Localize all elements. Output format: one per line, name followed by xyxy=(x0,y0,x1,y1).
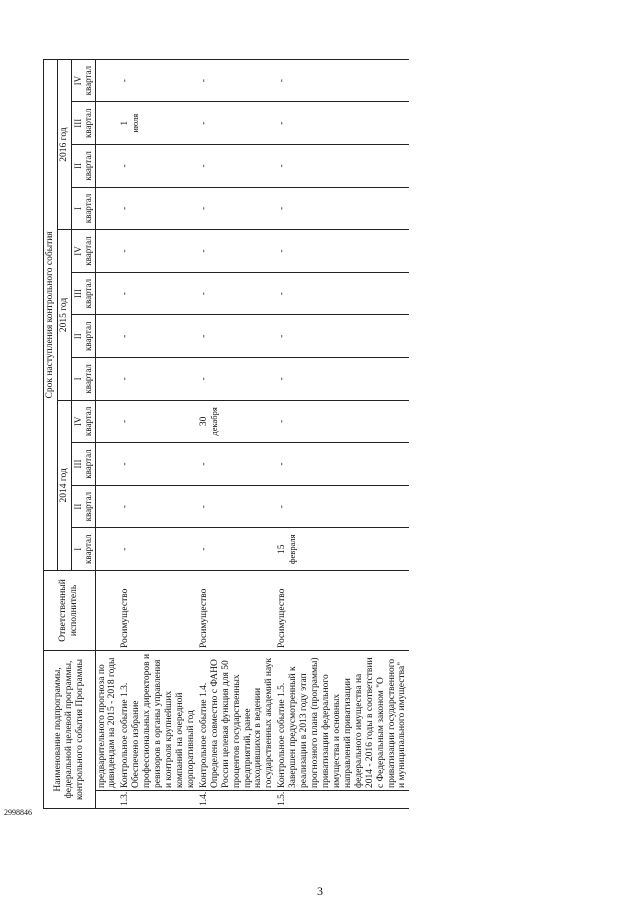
deadline-month: декабря xyxy=(208,407,219,436)
quarter-roman: IV xyxy=(72,246,83,256)
quarter-roman: III xyxy=(72,289,83,299)
deadline-cell: - xyxy=(276,187,409,230)
deadline-cell: - xyxy=(276,400,409,443)
table-row xyxy=(276,59,409,808)
header-quarter-cell xyxy=(71,187,95,230)
header-quarter-cell xyxy=(71,485,95,528)
quarter-roman: II xyxy=(72,162,83,169)
deadline-cell: - xyxy=(276,230,409,273)
quarter-word: квартал xyxy=(83,491,94,522)
deadline-cell xyxy=(95,145,119,188)
quarter-roman: IV xyxy=(72,416,83,427)
header-quarter-cell xyxy=(71,528,95,571)
deadline-cell xyxy=(95,272,119,315)
row-responsible xyxy=(95,570,119,650)
row-event-name: предварительного прогноза по дивидендам на 2015 - 2018 годы xyxy=(95,650,119,790)
table-row xyxy=(119,59,197,808)
header-name-col: Наименование подпрограммы, федеральной целевой программы, контрольного события Программы xyxy=(44,650,96,808)
deadline-day: 15 xyxy=(277,544,288,554)
quarter-word: квартал xyxy=(83,151,94,181)
header-quarter-cell xyxy=(71,315,95,358)
deadline-cell xyxy=(95,358,119,401)
quarter-roman: II xyxy=(72,503,83,510)
deadline-cell: - xyxy=(276,145,409,188)
quarter-word: квартал xyxy=(83,364,94,394)
quarter-roman: III xyxy=(72,459,83,469)
deadline-cell xyxy=(95,102,119,145)
row-responsible: Росимущество xyxy=(276,570,409,650)
deadline-date-cell xyxy=(119,102,197,145)
quarter-roman: I xyxy=(72,377,83,381)
row-number xyxy=(95,791,119,809)
deadline-cell xyxy=(95,187,119,230)
row-responsible: Росимущество xyxy=(119,570,197,650)
header-year-2014: 2014 год xyxy=(57,400,71,570)
header-quarter-cell xyxy=(71,145,95,188)
header-year-2016: 2016 год xyxy=(57,59,71,229)
deadline-cell: - xyxy=(119,400,197,443)
deadline-cell xyxy=(95,443,119,486)
header-quarter-cell xyxy=(71,443,95,486)
deadline-cell: - xyxy=(119,59,197,102)
quarter-word: квартал xyxy=(83,534,94,564)
deadline-cell: - xyxy=(198,102,276,145)
deadline-cell: - xyxy=(276,272,409,315)
deadline-cell: - xyxy=(198,358,276,401)
quarter-word: квартал xyxy=(83,449,94,479)
deadline-cell: - xyxy=(119,145,197,188)
deadline-cell: - xyxy=(276,443,409,486)
quarter-word: квартал xyxy=(83,278,94,309)
row-responsible: Росимущество xyxy=(198,570,276,650)
deadline-cell: - xyxy=(119,528,197,571)
deadline-cell: - xyxy=(198,272,276,315)
header-quarter-cell xyxy=(71,358,95,401)
quarter-roman: III xyxy=(72,118,83,128)
quarter-roman: IV xyxy=(72,75,83,86)
header-deadline: Срок наступления контрольного события xyxy=(44,59,58,570)
deadline-cell: - xyxy=(276,485,409,528)
quarter-roman: II xyxy=(72,333,83,340)
deadline-cell: - xyxy=(198,230,276,273)
deadline-cell xyxy=(95,528,119,571)
deadline-cell: - xyxy=(119,187,197,230)
quarter-word: квартал xyxy=(83,236,94,266)
row-number: 1.5. xyxy=(276,791,409,809)
quarter-word: квартал xyxy=(83,406,94,437)
document-id: 2998846 xyxy=(4,808,32,817)
deadline-month: февраля xyxy=(287,534,298,564)
table-body xyxy=(95,59,409,808)
deadline-cell xyxy=(95,485,119,528)
deadline-date-cell xyxy=(276,528,409,571)
control-events-table xyxy=(43,59,409,809)
quarter-word: квартал xyxy=(83,321,94,351)
page-number: 3 xyxy=(317,884,323,898)
table-row xyxy=(95,59,119,808)
deadline-day: 30 xyxy=(198,416,209,427)
deadline-day: 1 xyxy=(120,120,131,126)
quarter-word: квартал xyxy=(83,193,94,224)
header-quarter-cell xyxy=(71,59,95,102)
deadline-cell xyxy=(95,230,119,273)
deadline-cell: - xyxy=(119,315,197,358)
deadline-cell: - xyxy=(276,102,409,145)
deadline-cell: - xyxy=(119,358,197,401)
header-quarter-cell xyxy=(71,102,95,145)
deadline-cell: - xyxy=(198,528,276,571)
deadline-cell: - xyxy=(198,59,276,102)
quarter-word: квартал xyxy=(83,108,94,138)
deadline-cell: - xyxy=(198,145,276,188)
header-quarter-cell xyxy=(71,230,95,273)
deadline-cell: - xyxy=(276,59,409,102)
row-event-name: Контрольное событие 1.5. Завершен предусмотренный к реализации в 2013 году этап прогнозного плана (программы) приватизации федерального имущества и основных направлений приватизации федерального имущества на 2014 - 2016 годы в соответствии с Федеральным законом "О приватизации государственного и муниципального имущества" xyxy=(276,650,409,790)
deadline-month: июля xyxy=(130,113,141,133)
deadline-cell: - xyxy=(198,443,276,486)
deadline-cell: - xyxy=(198,187,276,230)
deadline-cell: - xyxy=(276,315,409,358)
row-number: 1.4. xyxy=(198,791,276,809)
deadline-cell: - xyxy=(119,230,197,273)
row-number: 1.3. xyxy=(119,791,197,809)
quarter-roman: I xyxy=(72,547,83,551)
quarter-word: квартал xyxy=(83,65,94,96)
row-event-name: Контрольное событие 1.3. Обеспечено избрание профессиональных директоров и ревизоров в органы управления и контроля крупнейших компаний на очередной корпоративный год xyxy=(119,650,197,790)
header-resp-col: Ответственный исполнитель xyxy=(44,570,96,650)
table-row xyxy=(198,59,276,808)
deadline-cell: - xyxy=(276,358,409,401)
deadline-cell xyxy=(95,400,119,443)
deadline-date-cell xyxy=(198,400,276,443)
deadline-cell xyxy=(95,315,119,358)
quarter-roman: I xyxy=(72,206,83,210)
deadline-cell: - xyxy=(119,443,197,486)
deadline-cell: - xyxy=(198,315,276,358)
deadline-cell xyxy=(95,59,119,102)
header-quarter-cell xyxy=(71,400,95,443)
header-year-2015: 2015 год xyxy=(57,230,71,400)
deadline-cell: - xyxy=(198,485,276,528)
row-event-name: Контрольное событие 1.4. Определена совместно с ФАНО России целевая функция для 50 процентов государственных предприятий, ранее находившихся в ведении государственных академий наук xyxy=(198,650,276,790)
deadline-cell: - xyxy=(119,272,197,315)
deadline-cell: - xyxy=(119,485,197,528)
header-quarter-cell xyxy=(71,272,95,315)
